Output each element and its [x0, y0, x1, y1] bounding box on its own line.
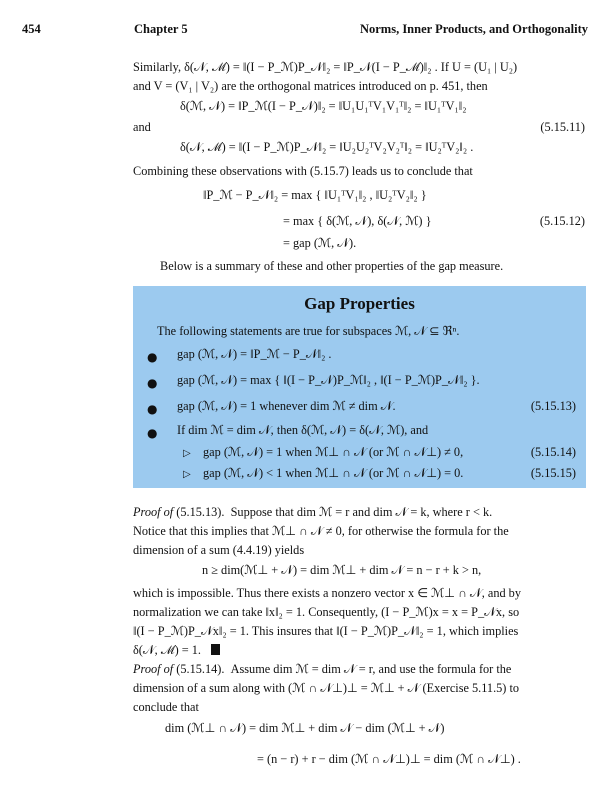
bullet-icon: ● — [147, 426, 158, 440]
text-line — [133, 503, 585, 522]
equation-dim-intersection-2: = (n − r) + r − dim (ℳ ∩ 𝒩⊥)⊥ = dim (ℳ ∩ 𝒩⊥) . — [257, 752, 521, 766]
bullet-icon: ● — [147, 350, 158, 364]
equation-gap-line2: = max { δ(ℳ, 𝒩), δ(𝒩, ℳ) } — [283, 214, 432, 228]
proof-text: Assume dim ℳ = dim 𝒩 = r, and use the formula for the — [230, 662, 512, 676]
qed-square-icon — [211, 644, 220, 655]
text-line — [133, 660, 585, 679]
page-number: 454 — [22, 22, 41, 36]
property-item: gap (ℳ, 𝒩) = max { ‖(I − P_𝒩)P_ℳ‖₂ , ‖(I − P_ℳ)P_𝒩‖₂ }. — [177, 373, 480, 387]
property-item: If dim ℳ = dim 𝒩, then δ(ℳ, 𝒩) = δ(𝒩, ℳ), and — [177, 423, 429, 437]
text-line: normalization we can take ‖x‖₂ = 1. Consequently, (I − P_ℳ)x = x = P_𝒩x, so — [133, 605, 520, 619]
text-line: ‖(I − P_ℳ)P_𝒩x‖₂ = 1. This insures that ‖(I − P_ℳ)P_𝒩‖₂ = 1, which implies — [133, 624, 519, 638]
box-title: Gap Properties — [304, 294, 415, 313]
proof-5-15-13-continued — [133, 584, 585, 660]
sub-property-item: gap (ℳ, 𝒩) < 1 when ℳ⊥ ∩ 𝒩 (or ℳ ∩ 𝒩⊥) = 0. — [203, 466, 464, 480]
proof-5-15-13 — [133, 503, 585, 560]
sub-property-item: gap (ℳ, 𝒩) = 1 when ℳ⊥ ∩ 𝒩 (or ℳ ∩ 𝒩⊥) ≠ 0, — [203, 445, 464, 459]
text-line: and V = (V₁ | V₂) are the orthogonal matrices introduced on p. 451, then — [133, 79, 488, 93]
equation-gap-line3: = gap (ℳ, 𝒩). — [283, 236, 357, 250]
proof-ref: (5.15.14). — [176, 662, 225, 676]
proof-5-15-14 — [133, 660, 585, 717]
equation-delta-n-m: δ(𝒩, ℳ) = ‖(I − P_ℳ)P_𝒩‖₂ = ‖U₂U₂ᵀV₂V₂ᵀ‖₂ = ‖U₂ᵀV₂‖₂ . — [180, 140, 474, 154]
property-item: gap (ℳ, 𝒩) = 1 whenever dim ℳ ≠ dim 𝒩. — [177, 399, 396, 413]
summary-sentence: Below is a summary of these and other properties of the gap measure. — [160, 259, 504, 273]
equation-label: (5.15.13) — [530, 399, 576, 413]
running-header — [22, 22, 588, 38]
section-title: Norms, Inner Products, and Orthogonality — [359, 22, 588, 36]
intro-paragraph — [133, 58, 585, 96]
text-line: conclude that — [133, 700, 199, 714]
proof-lead: Proof of — [133, 662, 174, 676]
triangle-right-icon: ▷ — [183, 448, 191, 459]
equation-gap-line1: ‖P_ℳ − P_𝒩‖₂ = max { ‖U₁ᵀV₁‖₂ , ‖U₂ᵀV₂‖₂ } — [203, 188, 427, 202]
text-line — [133, 641, 585, 660]
text-line: dimension of a sum along with (ℳ ∩ 𝒩⊥)⊥ = ℳ⊥ + 𝒩 (Exercise 5.11.5) to — [133, 681, 520, 695]
equation-dim-intersection-1: dim (ℳ⊥ ∩ 𝒩) = dim ℳ⊥ + dim 𝒩 − dim (ℳ⊥ + 𝒩) — [165, 721, 445, 735]
equation-dimension-sum: n ≥ dim(ℳ⊥ + 𝒩) = dim ℳ⊥ + dim 𝒩 = n − r + k > n, — [202, 563, 482, 577]
text-and: and — [133, 120, 151, 134]
equation-label: (5.15.14) — [530, 445, 576, 459]
text-line: Similarly, δ(𝒩, ℳ) = ‖(I − P_ℳ)P_𝒩‖₂ = ‖P_𝒩(I − P_ℳ)‖₂ . If U = (U₁ | U₂) — [133, 60, 518, 74]
equation-delta-m-n: δ(ℳ, 𝒩) = ‖P_ℳ(I − P_𝒩)‖₂ = ‖U₁U₁ᵀV₁V₁ᵀ‖₂ = ‖U₁ᵀV₁‖₂ — [180, 99, 467, 113]
triangle-right-icon: ▷ — [183, 469, 191, 480]
proof-text: Suppose that dim ℳ = r and dim 𝒩 = k, where r < k. — [230, 505, 493, 519]
equation-label: (5.15.11) — [540, 120, 585, 134]
text-line: dimension of a sum (4.4.19) yields — [133, 543, 305, 557]
proof-text: δ(𝒩, ℳ) = 1. — [133, 643, 201, 657]
text-line: Combining these observations with (5.15.7) leads us to conclude that — [133, 164, 473, 178]
chapter-label: Chapter 5 — [134, 22, 188, 36]
text-line: Notice that this implies that ℳ⊥ ∩ 𝒩 ≠ 0, for otherwise the formula for the — [133, 524, 509, 538]
equation-label: (5.15.15) — [530, 466, 576, 480]
gap-properties-box — [133, 286, 586, 488]
proof-ref: (5.15.13). — [176, 505, 225, 519]
bullet-icon: ● — [147, 402, 158, 416]
combining-paragraph — [133, 162, 585, 181]
property-item: gap (ℳ, 𝒩) = ‖P_ℳ − P_𝒩‖₂ . — [177, 347, 332, 361]
equation-label: (5.15.12) — [539, 214, 585, 228]
bullet-icon: ● — [147, 376, 158, 390]
box-intro: The following statements are true for subspaces ℳ, 𝒩 ⊆ ℜⁿ. — [157, 324, 460, 338]
text-line: which is impossible. Thus there exists a nonzero vector x ∈ ℳ⊥ ∩ 𝒩, and by — [133, 586, 521, 600]
proof-lead: Proof of — [133, 505, 174, 519]
